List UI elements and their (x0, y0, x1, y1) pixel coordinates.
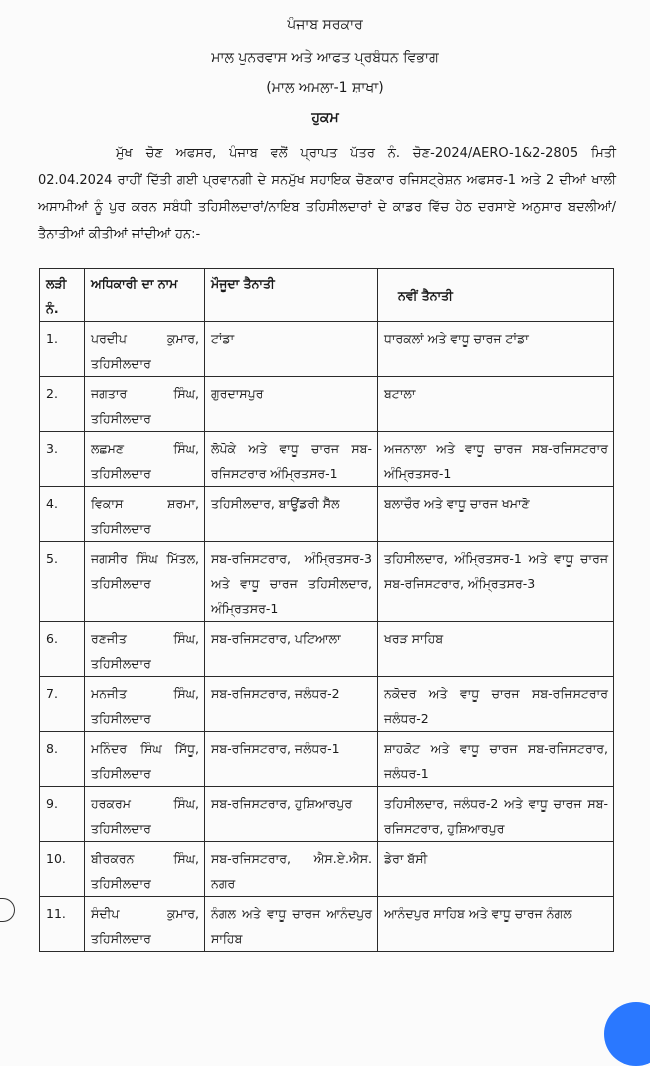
col-header-name: ਅਧਿਕਾਰੀ ਦਾ ਨਾਮ (85, 269, 205, 322)
govt-title: ਪੰਜਾਬ ਸਰਕਾਰ (287, 17, 363, 33)
cell-officer-name: ਲਛਮਣ ਸਿੰਘ, ਤਹਿਸੀਲਦਾਰ (85, 432, 205, 487)
col-header-serial: ਲੜੀ ਨੰ. (40, 269, 85, 322)
cell-new-posting: ਬਟਾਲਾ (378, 377, 614, 432)
cell-new-posting: ਡੇਰਾ ਬੱਸੀ (378, 842, 614, 897)
department-title: ਮਾਲ ਪੁਨਰਵਾਸ ਅਤੇ ਆਫਤ ਪ੍ਰਬੰਧਨ ਵਿਭਾਗ (211, 50, 439, 66)
cell-current-posting: ਸਬ-ਰਜਿਸਟਰਾਰ, ਪਟਿਆਲਾ (205, 622, 378, 677)
cell-new-posting: ਅਜਨਾਲਾ ਅਤੇ ਵਾਧੂ ਚਾਰਜ ਸਬ-ਰਜਿਸਟਰਾਰ ਅੰਮ੍ਰਿਤਸਰ-1 (378, 432, 614, 487)
transfer-table (39, 268, 614, 952)
cell-officer-name: ਮਨਜੀਤ ਸਿੰਘ, ਤਹਿਸੀਲਦਾਰ (85, 677, 205, 732)
cell-current-posting: ਗੁਰਦਾਸਪੁਰ (205, 377, 378, 432)
cell-new-posting: ਤਹਿਸੀਲਦਾਰ, ਜਲੰਧਰ-2 ਅਤੇ ਵਾਧੂ ਚਾਰਜ ਸਬ-ਰਜਿਸਟਰਾਰ, ਹੁਸ਼ਿਆਰਪੁਰ (378, 787, 614, 842)
order-body-text: ਮੁੱਖ ਚੋਣ ਅਫਸਰ, ਪੰਜਾਬ ਵਲੋਂ ਪ੍ਰਾਪਤ ਪੱਤਰ ਨੰ. ਚੋਣ-2024/AERO-1&2-2805 ਮਿਤੀ 02.04.2024 ਰਾਹੀਂ ਦਿੱਤੀ ਗਈ ਪ੍ਰਵਾਨਗੀ ਦੇ ਸਨਮੁੱਖ ਸਹਾਇਕ ਚੋਣਕਾਰ ਰਜਿਸਟ੍ਰੇਸ਼ਨ ਅਫਸਰ-1 ਅਤੇ 2 ਦੀਆਂ ਖਾਲੀ ਅਸਾਮੀਆਂ ਨੂੰ ਪੁਰ ਕਰਨ ਸਬੰਧੀ ਤਹਿਸੀਲਦਾਰਾਂ/ਨਾਇਬ ਤਹਿਸੀਲਦਾਰਾਂ ਦੇ ਕਾਡਰ ਵਿੱਚ ਹੇਠ ਦਰਸਾਏ ਅਨੁਸਾਰ ਬਦਲੀਆਂ/ਤੈਨਾਤੀਆਂ ਕੀਤੀਆਂ ਜਾਂਦੀਆਂ ਹਨ:- (38, 146, 616, 242)
cell-current-posting: ਲੋਪੋਕੇ ਅਤੇ ਵਾਧੂ ਚਾਰਜ ਸਬ-ਰਜਿਸਟਰਾਰ ਅੰਮ੍ਰਿਤਸਰ-1 (205, 432, 378, 487)
cell-new-posting: ਆਨੰਦਪੁਰ ਸਾਹਿਬ ਅਤੇ ਵਾਧੂ ਚਾਰਜ ਨੰਗਲ (378, 897, 614, 952)
table-row (40, 677, 614, 732)
table-row (40, 432, 614, 487)
table-row (40, 732, 614, 787)
floating-action-button[interactable] (604, 1002, 650, 1066)
cell-officer-name: ਹਰਕਰਮ ਸਿੰਘ, ਤਹਿਸੀਲਦਾਰ (85, 787, 205, 842)
table-row (40, 377, 614, 432)
branch-title: (ਮਾਲ ਅਮਲਾ-1 ਸ਼ਾਖਾ) (266, 80, 384, 96)
cell-serial: 8. (40, 732, 85, 787)
order-body (38, 140, 616, 248)
cell-serial: 11. (40, 897, 85, 952)
cell-current-posting: ਸਬ-ਰਜਿਸਟਰਾਰ, ਹੁਸ਼ਿਆਰਪੁਰ (205, 787, 378, 842)
cell-current-posting: ਸਬ-ਰਜਿਸਟਰਾਰ, ਅੰਮ੍ਰਿਤਸਰ-3 ਅਤੇ ਵਾਧੂ ਚਾਰਜ ਤਹਿਸੀਲਦਾਰ, ਅੰਮ੍ਰਿਤਸਰ-1 (205, 542, 378, 622)
cell-serial: 6. (40, 622, 85, 677)
cell-serial: 10. (40, 842, 85, 897)
pen-mark-icon (0, 898, 15, 922)
cell-new-posting: ਨਕੋਦਰ ਅਤੇ ਵਾਧੂ ਚਾਰਜ ਸਬ-ਰਜਿਸਟਰਾਰ ਜਲੰਧਰ-2 (378, 677, 614, 732)
cell-current-posting: ਨੰਗਲ ਅਤੇ ਵਾਧੂ ਚਾਰਜ ਆਨੰਦਪੁਰ ਸਾਹਿਬ (205, 897, 378, 952)
table-row (40, 842, 614, 897)
cell-officer-name: ਜਗਸੀਰ ਸਿੰਘ ਮਿੱਤਲ, ਤਹਿਸੀਲਦਾਰ (85, 542, 205, 622)
cell-serial: 2. (40, 377, 85, 432)
table-row (40, 897, 614, 952)
cell-new-posting: ਧਾਰਕਲਾਂ ਅਤੇ ਵਾਧੂ ਚਾਰਜ ਟਾਂਡਾ (378, 322, 614, 377)
cell-new-posting: ਤਹਿਸੀਲਦਾਰ, ਅੰਮ੍ਰਿਤਸਰ-1 ਅਤੇ ਵਾਧੂ ਚਾਰਜ ਸਬ-ਰਜਿਸਟਰਾਰ, ਅੰਮ੍ਰਿਤਸਰ-3 (378, 542, 614, 622)
cell-current-posting: ਸਬ-ਰਜਿਸਟਰਾਰ, ਜਲੰਧਰ-2 (205, 677, 378, 732)
cell-new-posting: ਬਲਾਚੌਰ ਅਤੇ ਵਾਧੂ ਚਾਰਜ ਖਮਾਣੋ (378, 487, 614, 542)
cell-new-posting: ਖਰੜ ਸਾਹਿਬ (378, 622, 614, 677)
cell-officer-name: ਰਣਜੀਤ ਸਿੰਘ, ਤਹਿਸੀਲਦਾਰ (85, 622, 205, 677)
cell-officer-name: ਵਿਕਾਸ ਸ਼ਰਮਾ, ਤਹਿਸੀਲਦਾਰ (85, 487, 205, 542)
cell-officer-name: ਜਗਤਾਰ ਸਿੰਘ, ਤਹਿਸੀਲਦਾਰ (85, 377, 205, 432)
cell-serial: 3. (40, 432, 85, 487)
cell-serial: 5. (40, 542, 85, 622)
cell-current-posting: ਸਬ-ਰਜਿਸਟਰਾਰ, ਜਲੰਧਰ-1 (205, 732, 378, 787)
table-row (40, 787, 614, 842)
cell-serial: 4. (40, 487, 85, 542)
cell-officer-name: ਬੀਰਕਰਨ ਸਿੰਘ, ਤਹਿਸੀਲਦਾਰ (85, 842, 205, 897)
table-row (40, 622, 614, 677)
col-header-new: ਨਵੀਂ ਤੈਨਾਤੀ (378, 269, 614, 322)
order-heading: ਹੁਕਮ (311, 110, 339, 126)
table-row (40, 487, 614, 542)
cell-current-posting: ਟਾਂਡਾ (205, 322, 378, 377)
cell-serial: 1. (40, 322, 85, 377)
col-header-current: ਮੌਜੂਦਾ ਤੈਨਾਤੀ (205, 269, 378, 322)
cell-current-posting: ਸਬ-ਰਜਿਸਟਰਾਰ, ਐਸ.ਏ.ਐਸ. ਨਗਰ (205, 842, 378, 897)
table-row (40, 542, 614, 622)
table-row (40, 322, 614, 377)
cell-officer-name: ਪਰਦੀਪ ਕੁਮਾਰ, ਤਹਿਸੀਲਦਾਰ (85, 322, 205, 377)
cell-officer-name: ਸੰਦੀਪ ਕੁਮਾਰ, ਤਹਿਸੀਲਦਾਰ (85, 897, 205, 952)
cell-new-posting: ਸ਼ਾਹਕੋਟ ਅਤੇ ਵਾਧੂ ਚਾਰਜ ਸਬ-ਰਜਿਸਟਰਾਰ, ਜਲੰਧਰ-1 (378, 732, 614, 787)
cell-officer-name: ਮਨਿੰਦਰ ਸਿੰਘ ਸਿੱਧੂ, ਤਹਿਸੀਲਦਾਰ (85, 732, 205, 787)
table-header-row (40, 269, 614, 322)
cell-serial: 7. (40, 677, 85, 732)
cell-serial: 9. (40, 787, 85, 842)
cell-current-posting: ਤਹਿਸੀਲਦਾਰ, ਬਾਊਂਡਰੀ ਸੈੱਲ (205, 487, 378, 542)
